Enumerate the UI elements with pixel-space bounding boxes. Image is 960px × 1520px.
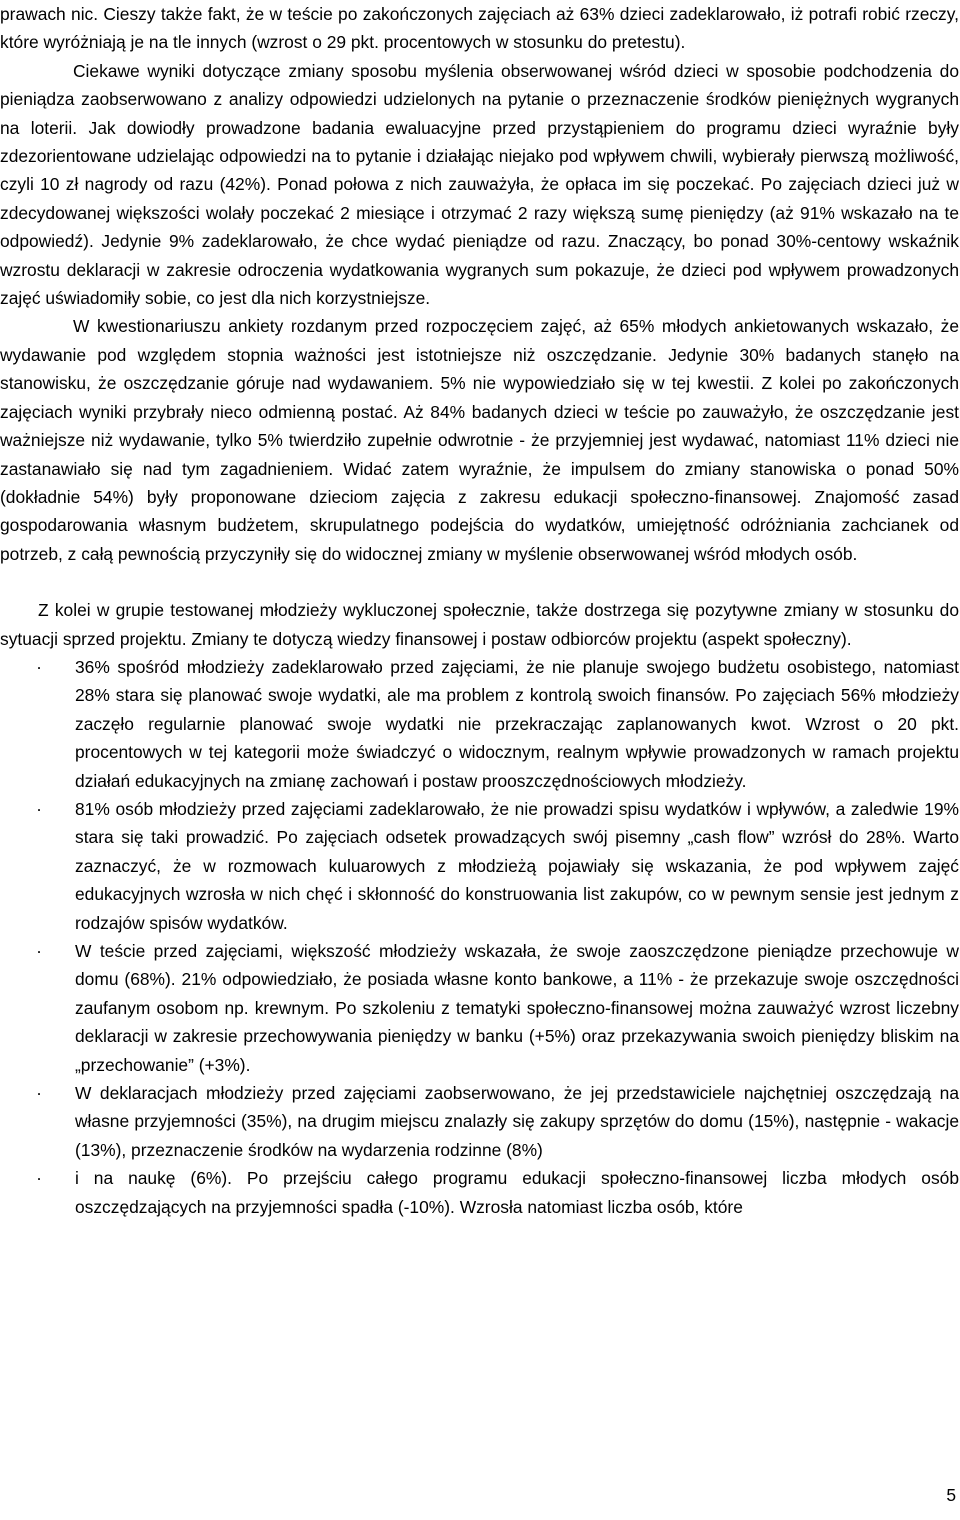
paragraph-savings-vs-spending: W kwestionariuszu ankiety rozdanym przed rozpoczęciem zajęć, aż 65% młodych ankietowanych wskazało, że wydawanie pod względem stopnia ważności jest istotniejsze niż oszczędzanie. Jedynie 30% badanych stanęło na stanowisku, że oszczędzanie góruje nad wydawaniem. 5% nie wypowiedziało się w tej kwestii. Z kolei po zakończonych zajęciach wyniki przybrały nieco odmienną postać. Aż 84% badanych dzieci w teście po zauważyło, że oszczędzanie jest ważniejsze niż wydawanie, tylko 5% twierdziło zupełnie odwrotnie - że przyjemniej jest wydawać, natomiast 11% dzieci nie zastanawiało się nad tym zagadnieniem. Widać zatem wyraźnie, że impulsem do zmiany stanowiska o ponad 50% (dokładnie 54%) były proponowane dzieciom zajęcia z zakresu edukacji społeczno-finansowej. Znajomość zasad gospodarowania własnym budżetem, skrupulatnego podejścia do wydatków, umiejętność odróżniania zachcianek od potrzeb, z całą pewnością przyczyniły się do widocznej zmiany w myślenie obserwowanej wśród młodych osób.: [0, 316, 959, 564]
bullet-dot-icon: ·: [36, 1168, 42, 1189]
bullet-text: 36% spośród młodzieży zadeklarowało przed zajęciami, że nie planuje swojego budżetu osobistego, natomiast 28% stara się planować swoje wydatki, ale ma problem z kontrolą swoich finansów. Po zajęciach 56% młodzieży zaczęło regularnie planować swoje wydatki nie przekraczając zaplanowanych kwot. Wzrost o 20 pkt. procentowych w tej kategorii może świadczyć o widocznym, realnym wpływie prowadzonych w ramach projektu działań edukacyjnych na zmianę zachowań i postaw prooszczędnościowych młodzieży.: [75, 656, 959, 791]
list-item: [0, 937, 959, 1079]
bullet-text: W teście przed zajęciami, większość młodzieży wskazała, że swoje zaoszczędzone pieniądze przechowuje w domu (68%). 21% odpowiedziało, że posiada własne konto bankowe, a 11% - że przekazuje swoje oszczędności zaufanym osobom np. krewnym. Po szkoleniu z tematyki społeczno-finansowej można zauważyć wzrost liczebny deklaracji w zakresie przechowywania pieniędzy w banku (+5%) oraz przekazywania swoich pieniędzy bliskim na „przechowanie” (+3%).: [75, 941, 959, 1075]
bullet-text: 81% osób młodzieży przed zajęciami zadeklarowało, że nie prowadzi spisu wydatków i wpływów, a zaledwie 19% stara się taki prowadzić. Po zajęciach odsetek prowadzących swój pisemny „cash flow” wzrósł do 28%. Warto zaznaczyć, że w rozmowach kuluarowych z młodzieżą pojawiały się wskazania, że pod wpływem zajęć edukacyjnych wzrosła w nich chęć i skłonność do konstruowania list zakupów, co w pewnym sensie jest jednym z rodzajów spisów wydatków.: [75, 798, 959, 933]
bullet-text: i na naukę (6%). Po przejściu całego programu edukacji społeczno-finansowej liczba młodych osób oszczędzających na przyjemności spadła (-10%). Wzrosła natomiast liczba osób, które: [75, 1168, 959, 1217]
paragraph-loteria-results: Ciekawe wyniki dotyczące zmiany sposobu myślenia obserwowanej wśród dzieci w sposobie podchodzenia do pieniądza zaobserwowano z analizy odpowiedzi udzielonych na pytanie o przeznaczenie środków pieniężnych wygranych na loterii. Jak dowiodły prowadzone badania ewaluacyjne przed przystąpieniem do programu dzieci wyraźnie były zdezorientowane udzielając odpowiedzi na to pytanie i działając niejako pod wpływem chwili, wybierały pierwszą możliwość, czyli 10 zł nagrody od razu (42%). Ponad połowa z nich zauważyła, że opłaca im się poczekać. Po zajęciach dzieci już w zdecydowanej większości wolały poczekać 2 miesiące i otrzymać 2 razy większą sumę pieniędzy (aż 91% wskazało na te odpowiedź). Jedynie 9% zadeklarowało, że chce wydać pieniądze od razu. Znaczący, bo ponad 30%-centowy wskaźnik wzrostu deklaracji w zakresie odroczenia wydatkowania wygranych sum pokazuje, że dzieci pod wpływem prowadzonych zajęć uświadomiły sobie, co jest dla nich korzystniejsze.: [0, 60, 959, 309]
list-item: [0, 795, 959, 937]
paragraph-continuation: prawach nic. Cieszy także fakt, że w teście po zakończonych zajęciach aż 63% dzieci zadeklarowało, iż potrafi robić rzeczy, które wyróżniają je na tle innych (wzrost o 29 pkt. procentowych w stosunku do pretestu).: [0, 4, 959, 53]
paragraph-spacer: [0, 568, 959, 596]
bullet-dot-icon: ·: [36, 656, 42, 677]
bullet-dot-icon: ·: [36, 941, 42, 961]
list-item: [0, 1079, 959, 1164]
bullet-dot-icon: ·: [36, 1083, 42, 1104]
findings-bullet-list: [0, 653, 959, 1221]
paragraph-youth-group-intro: Z kolei w grupie testowanej młodzieży wykluczonej społecznie, także dostrzega się pozytywne zmiany w stosunku do sytuacji sprzed projektu. Zmiany te dotyczą wiedzy finansowej i postaw odbiorców projektu (aspekt społeczny).: [0, 600, 959, 649]
list-item: [0, 653, 959, 795]
bullet-text: W deklaracjach młodzieży przed zajęciami zaobserwowano, że jej przedstawiciele najchętniej oszczędzają na własne przyjemności (35%), na drugim miejscu znalazły się zakupy sprzętów do domu (15%), następnie - wakacje (13%), przeznaczenie środków na wydarzenia rodzinne (8%): [75, 1083, 959, 1160]
page-number: 5: [946, 1485, 956, 1505]
bullet-dot-icon: ·: [36, 798, 42, 819]
list-item: [0, 1164, 959, 1221]
